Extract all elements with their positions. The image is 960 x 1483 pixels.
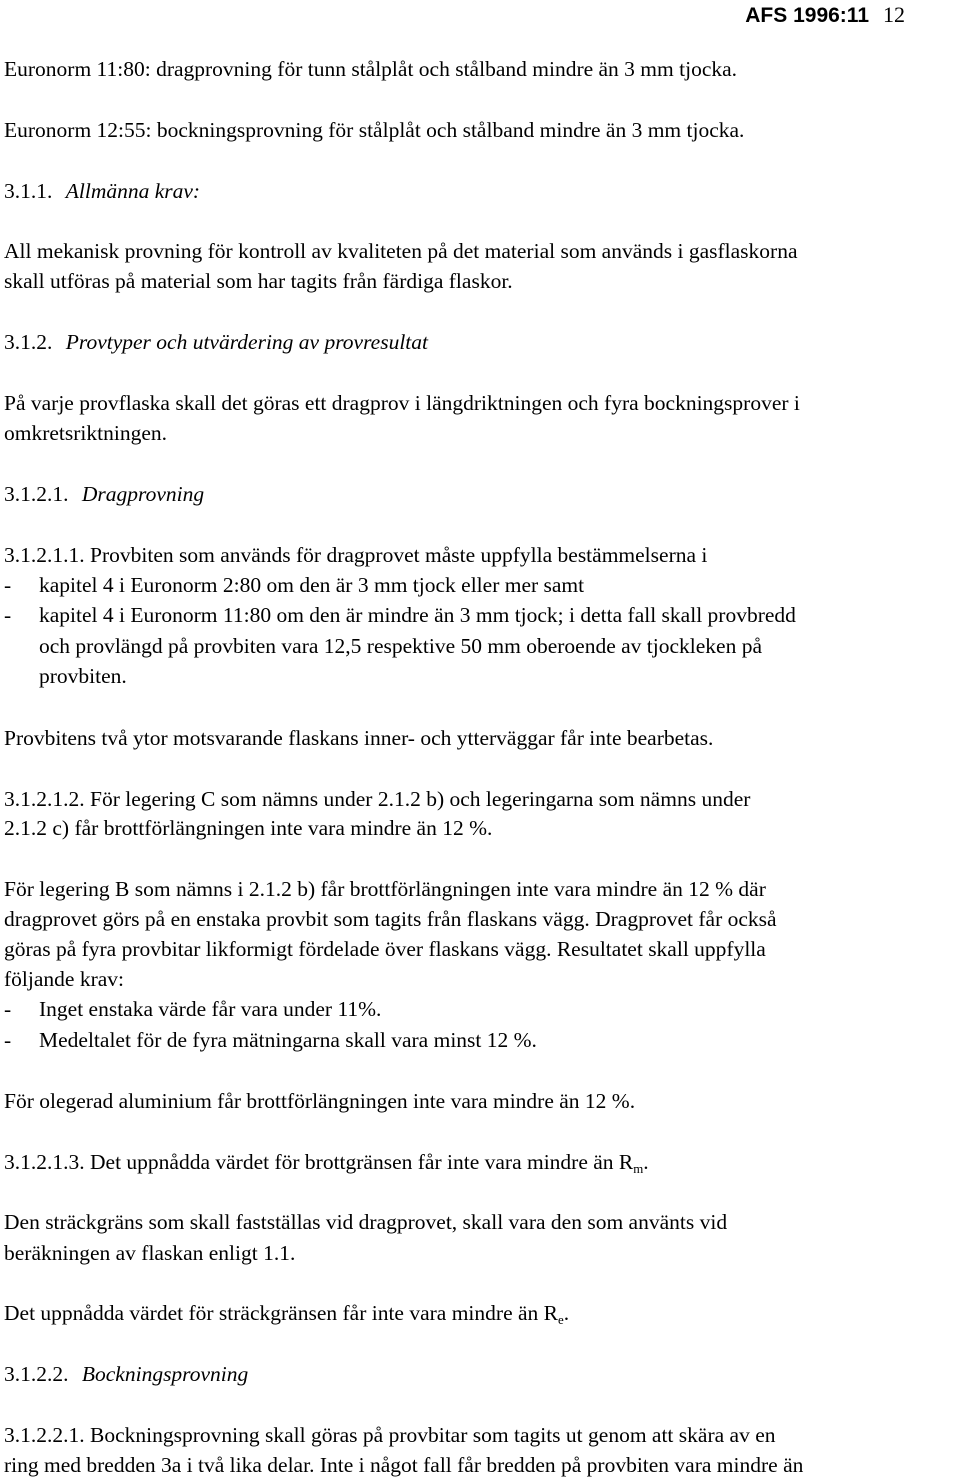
text-line: På varje provflaska skall det göras ett dragprov i längdriktningen och fyra bockningsprover i bbox=[4, 391, 800, 415]
dash-marker: - bbox=[4, 603, 12, 627]
page-header bbox=[745, 2, 905, 28]
text-span: Det uppnådda värdet för sträckgränsen får inte vara mindre än R bbox=[4, 1301, 558, 1325]
document-id: AFS 1996:11 bbox=[745, 4, 869, 27]
text-span: 3.1.2.1.3. Det uppnådda värdet för brottgränsen får inte vara mindre än R bbox=[4, 1150, 634, 1174]
section-heading-3-1-1 bbox=[4, 181, 200, 203]
section-title: Allmänna krav: bbox=[65, 179, 201, 203]
text-line: 3.1.2.1.1. Provbiten som används för dragprovet måste uppfylla bestämmelserna i bbox=[4, 543, 708, 567]
list-item: Medeltalet för de fyra mätningarna skall vara minst 12 %. bbox=[39, 1028, 537, 1052]
text-line: dragprovet görs på en enstaka provbit som tagits från flaskans vägg. Dragprovet får också bbox=[4, 907, 777, 931]
page-number: 12 bbox=[883, 2, 905, 27]
subscript: e bbox=[558, 1312, 564, 1327]
dash-marker: - bbox=[4, 573, 12, 597]
text-line: Provbitens två ytor motsvarande flaskans inner- och ytterväggar får inte bearbetas. bbox=[4, 726, 714, 750]
section-title: Dragprovning bbox=[81, 482, 205, 506]
text-line: följande krav: bbox=[4, 967, 124, 991]
section-title: Provtyper och utvärdering av provresultat bbox=[65, 330, 428, 354]
text-line: All mekanisk provning för kontroll av kvaliteten på det material som används i gasflaskorna bbox=[4, 239, 798, 263]
text-line: beräkningen av flaskan enligt 1.1. bbox=[4, 1241, 296, 1265]
text-line bbox=[4, 1303, 569, 1327]
section-number: 3.1.1. bbox=[4, 179, 53, 203]
section-number: 3.1.2.1. bbox=[4, 482, 69, 506]
section-number: 3.1.2.2. bbox=[4, 1362, 69, 1386]
text-line: 2.1.2 c) får brottförlängningen inte vara mindre än 12 %. bbox=[4, 816, 493, 840]
text-line: Euronorm 12:55: bockningsprovning för stålplåt och stålband mindre än 3 mm tjocka. bbox=[4, 118, 745, 142]
text-line: Euronorm 11:80: dragprovning för tunn stålplåt och stålband mindre än 3 mm tjocka. bbox=[4, 57, 738, 81]
section-heading-3-1-2-2 bbox=[4, 1364, 248, 1386]
section-title: Bockningsprovning bbox=[81, 1362, 249, 1386]
subscript: m bbox=[633, 1161, 644, 1176]
text-line: 3.1.2.2.1. Bockningsprovning skall göras på provbitar som tagits ut genom att skära av en bbox=[4, 1423, 776, 1447]
text-line: omkretsriktningen. bbox=[4, 421, 168, 445]
section-heading-3-1-2-1 bbox=[4, 484, 204, 506]
text-line: skall utföras på material som har tagits från färdiga flaskor. bbox=[4, 269, 513, 293]
text-line: Den sträckgräns som skall fastställas vid dragprovet, skall vara den som använts vid bbox=[4, 1210, 728, 1234]
text-line: För olegerad aluminium får brottförlängningen inte vara mindre än 12 %. bbox=[4, 1089, 636, 1113]
list-item: kapitel 4 i Euronorm 11:80 om den är mindre än 3 mm tjock; i detta fall skall provbredd bbox=[39, 603, 796, 627]
text-span: . bbox=[563, 1301, 570, 1325]
text-line: 3.1.2.1.2. För legering C som nämns under 2.1.2 b) och legeringarna som nämns under bbox=[4, 787, 751, 811]
text-line: göras på fyra provbitar likformigt fördelade över flaskans vägg. Resultatet skall uppfylla bbox=[4, 937, 766, 961]
list-item-continuation: provbiten. bbox=[39, 664, 127, 688]
dash-marker: - bbox=[4, 997, 12, 1021]
list-item: kapitel 4 i Euronorm 2:80 om den är 3 mm tjock eller mer samt bbox=[39, 573, 585, 597]
text-line bbox=[4, 1152, 649, 1176]
section-heading-3-1-2 bbox=[4, 332, 428, 354]
section-number: 3.1.2. bbox=[4, 330, 53, 354]
list-item: Inget enstaka värde får vara under 11%. bbox=[39, 997, 382, 1021]
list-item-continuation: och provlängd på provbiten vara 12,5 respektive 50 mm oberoende av tjockleken på bbox=[39, 634, 763, 658]
text-line: ring med bredden 3a i två lika delar. Inte i något fall får bredden på provbiten vara mindre än bbox=[4, 1453, 804, 1477]
text-line: För legering B som nämns i 2.1.2 b) får brottförlängningen inte vara mindre än 12 % där bbox=[4, 877, 766, 901]
text-span: . bbox=[643, 1150, 649, 1174]
dash-marker: - bbox=[4, 1028, 12, 1052]
